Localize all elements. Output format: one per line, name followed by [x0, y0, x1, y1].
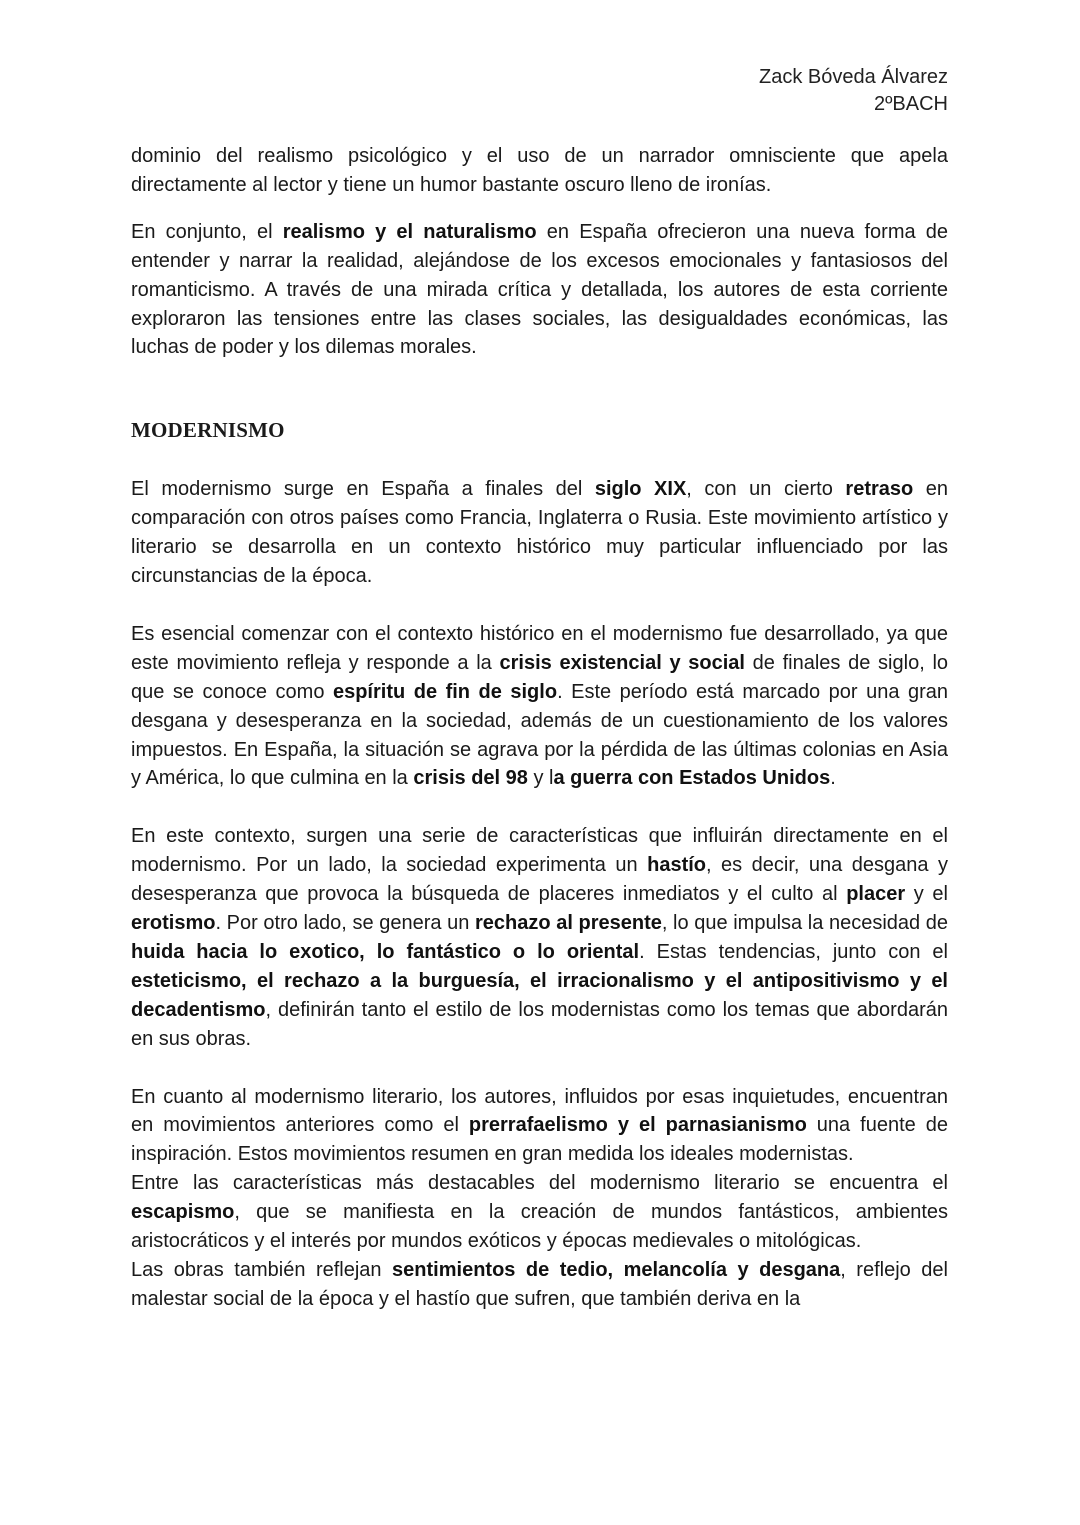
paragraph-3: El modernismo surge en España a finales del siglo XIX, con un cierto retraso en comparación con otros países como Francia, Inglaterra o Rusia. Este movimiento artístico y literario se desarrolla en un contexto histórico muy particular influenciado por las circunstancias de la época.	[131, 478, 949, 587]
page-header	[759, 64, 948, 118]
paragraph-8: Las obras también reflejan sentimientos de tedio, melancolía y desgana, reflejo del malestar social de la época y el hastío que sufren, que también deriva en la	[131, 1259, 948, 1310]
paragraph-5: En este contexto, surgen una serie de características que influirán directamente en el modernismo. Por un lado, la sociedad experimenta un hastío, es decir, una desgana y desesperanza que provoca la búsqueda de placeres inmediatos y el culto al placer y el erotismo. Por otro lado, se genera un rechazo al presente, lo que impulsa la necesidad de huida hacia lo exotico, lo fantástico o lo oriental. Estas tendencias, junto con el esteticismo, el rechazo a la burguesía, el irracionalismo y el antipositivismo y el decadentismo, definirán tanto el estilo de los modernistas como los temas que abordarán en sus obras.	[131, 825, 949, 1050]
section-heading: MODERNISMO	[131, 418, 285, 443]
document-body	[131, 142, 948, 1314]
paragraph-6: En cuanto al modernismo literario, los autores, influidos por esas inquietudes, encuentran en movimientos anteriores como el prerrafaelismo y el parnasianismo una fuente de inspiración. Estos movimientos resumen en gran medida los ideales modernistas.	[131, 1085, 948, 1166]
paragraph-4: Es esencial comenzar con el contexto histórico en el modernismo fue desarrollado, ya que este movimiento refleja y responde a la crisis existencial y social de finales de siglo, lo que se conoce como espíritu de fin de siglo. Este período está marcado por una gran desgana y desesperanza en la sociedad, además de un cuestionamiento de los valores impuestos. En España, la situación se agrava por la pérdida de las últimas colonias en Asia y América, lo que culmina en la crisis del 98 y la guerra con Estados Unidos.	[131, 622, 949, 790]
author-name: Zack Bóveda Álvarez	[759, 66, 948, 88]
paragraph-2: En conjunto, el realismo y el naturalismo en España ofrecieron una nueva forma de entender y narrar la realidad, alejándose de los excesos emocionales y fantasiosos del romanticismo. A través de una mirada crítica y detallada, los autores de esta corriente exploraron las tensiones entre las clases sociales, las desigualdades económicas, las luchas de poder y los dilemas morales.	[131, 220, 949, 359]
paragraph-7: Entre las características más destacables del modernismo literario se encuentra el escapismo, que se manifiesta en la creación de mundos fantásticos, ambientes aristocráticos y el interés por mundos exóticos y épocas medievales o mitológicas.	[131, 1172, 948, 1253]
paragraph-1: dominio del realismo psicológico y el uso de un narrador omnisciente que apela directamente al lector y tiene un humor bastante oscuro lleno de ironías.	[131, 145, 948, 196]
course-label: 2ºBACH	[874, 93, 948, 115]
